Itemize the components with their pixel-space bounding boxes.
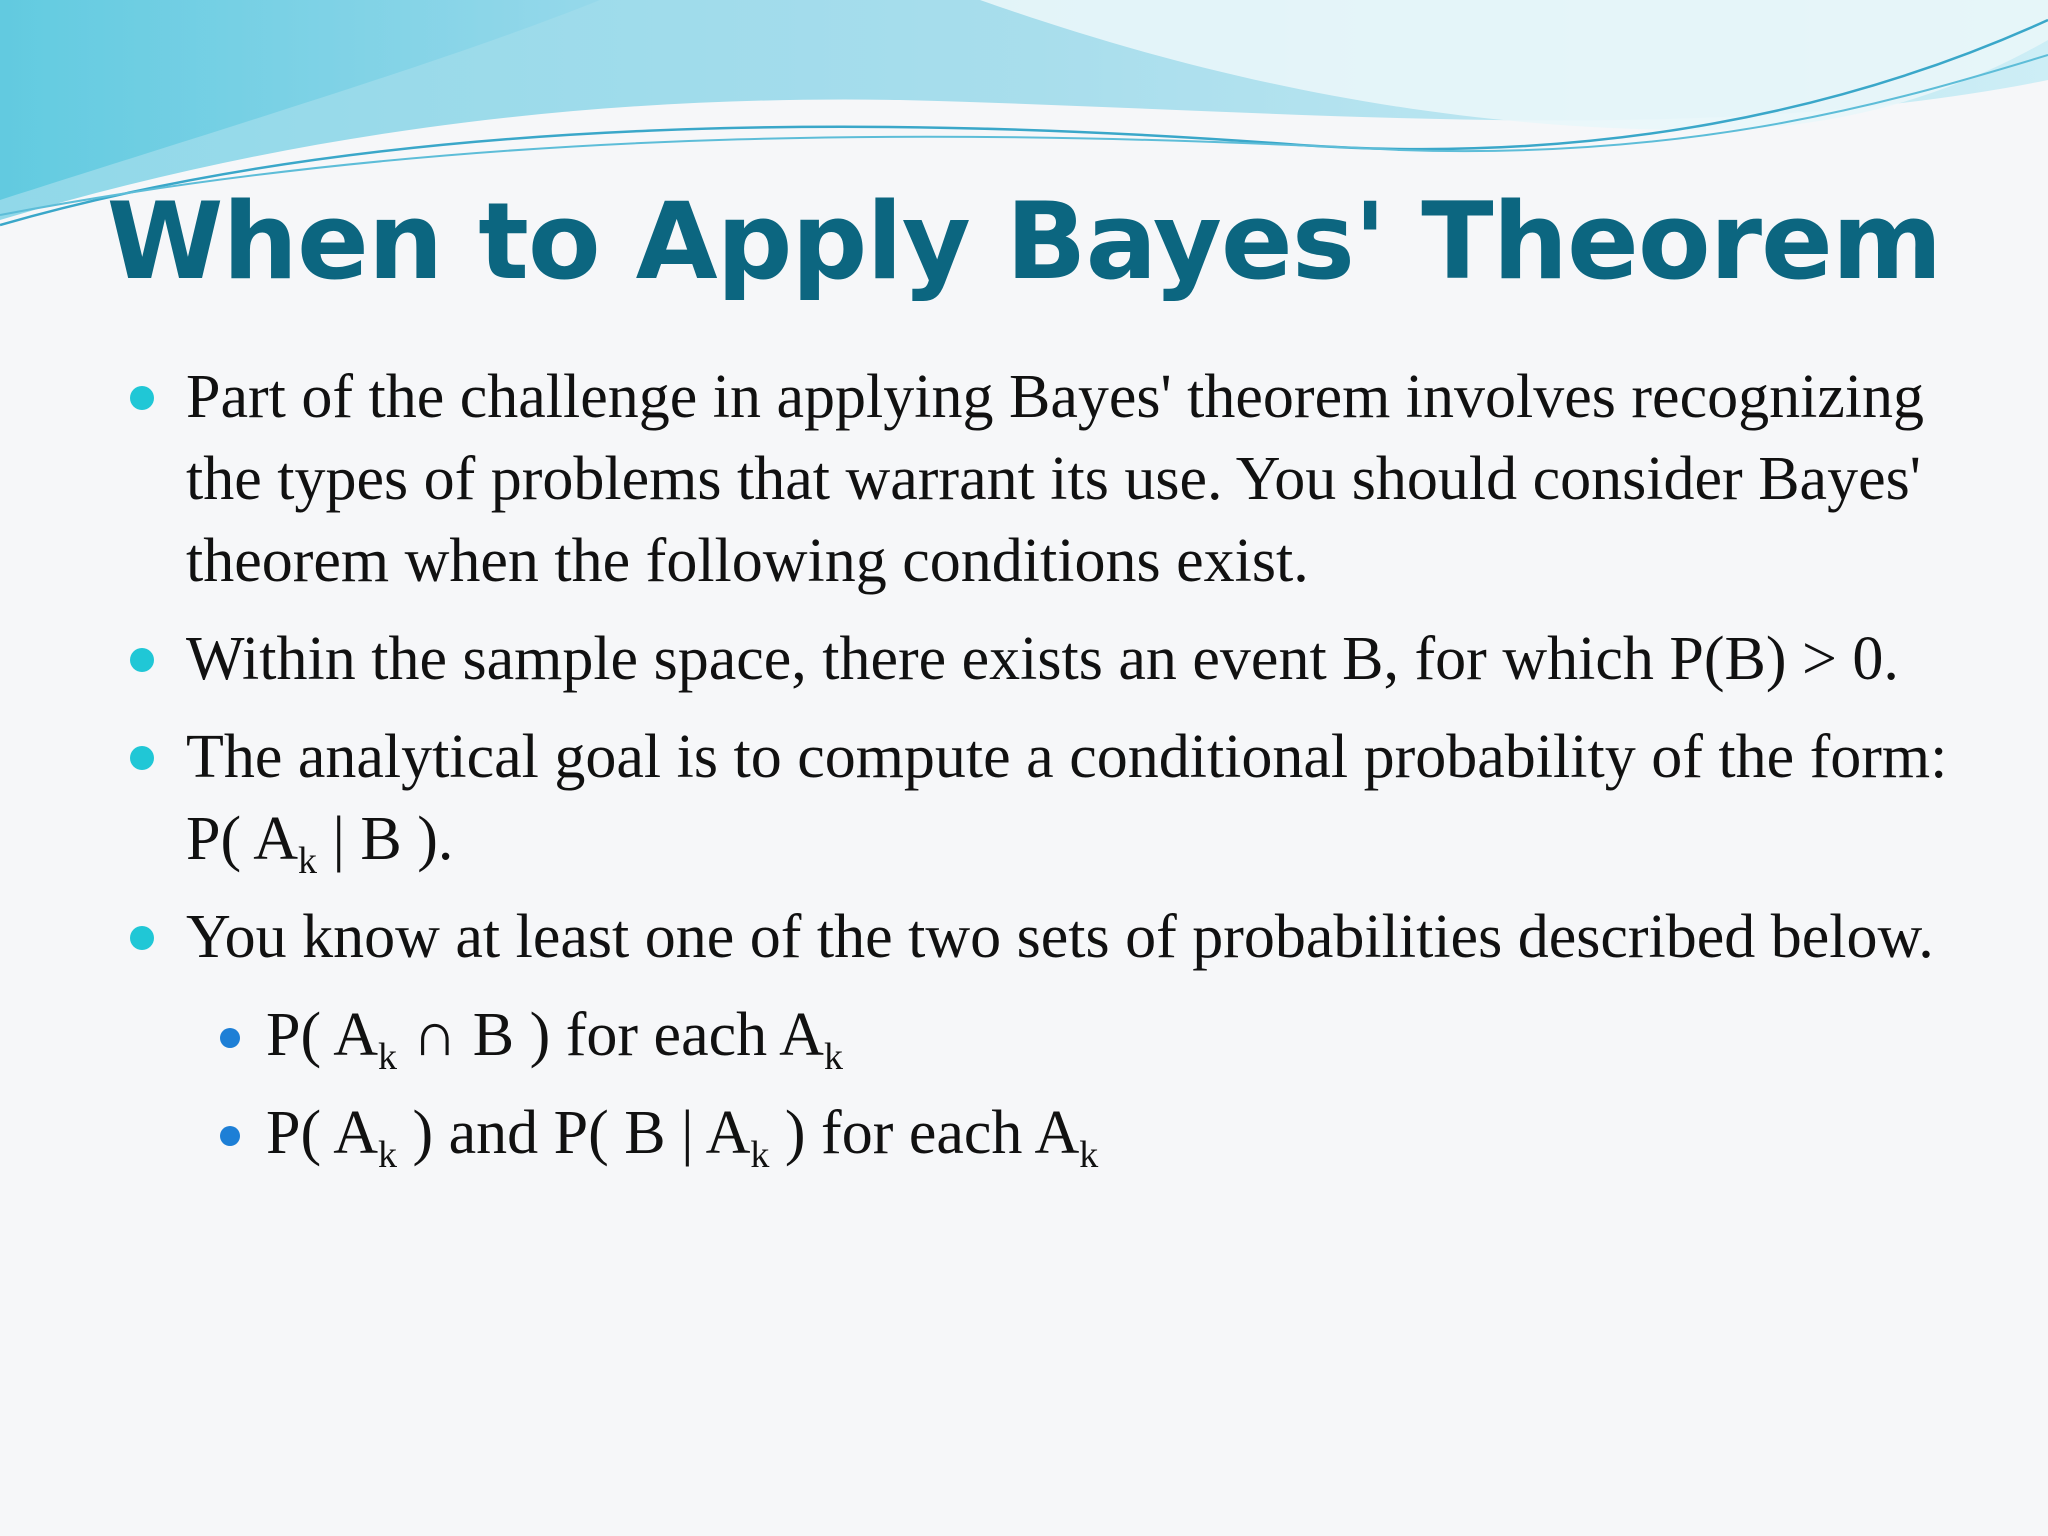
sub-bullet-text [266,1001,843,1078]
text-segment: P( A [266,1099,378,1167]
text-segment: | B ). [316,805,454,873]
bullet-text: You know at least one of the two sets of probabilities described below. [186,903,1934,971]
bullet-text [186,723,1948,882]
sub-bullet-dot [220,1126,240,1146]
sub-bullet-text [266,1099,1099,1176]
sub-bullet-item [0,994,2048,1076]
bullet-dot [130,648,154,672]
text-segment: ) for each A [769,1099,1080,1167]
text-segment: The analytical goal is to compute a conditional probability of the form: P( A [186,723,1948,873]
bullet-item [0,356,2048,602]
bullet-item [0,716,2048,880]
text-segment: ) and P( B | A [396,1099,751,1167]
subscript-k: k [1079,1134,1099,1176]
bullet-dot [130,746,154,770]
text-segment: P( A [266,1001,378,1069]
sub-bullet-item [0,1092,2048,1174]
subscript-k: k [823,1036,843,1078]
slide-title: When to Apply Bayes' Theorem [106,180,1942,303]
sub-bullet-dot [220,1028,240,1048]
bullet-item [0,896,2048,978]
text-segment: ∩ B ) for each A [396,1001,824,1069]
bullet-text: Within the sample space, there exists an event B, for which P(B) > 0. [186,625,1899,693]
subscript-k: k [297,840,317,882]
slide-body [0,356,2048,1190]
subscript-k: k [377,1036,397,1078]
subscript-k: k [377,1134,397,1176]
bullet-dot [130,386,154,410]
bullet-item [0,618,2048,700]
bullet-text: Part of the challenge in applying Bayes' theorem involves recognizing the types of problems that warrant its use. You should consider Bayes' theorem when the following conditions exist. [186,363,1925,595]
bullet-dot [130,926,154,950]
subscript-k: k [750,1134,770,1176]
